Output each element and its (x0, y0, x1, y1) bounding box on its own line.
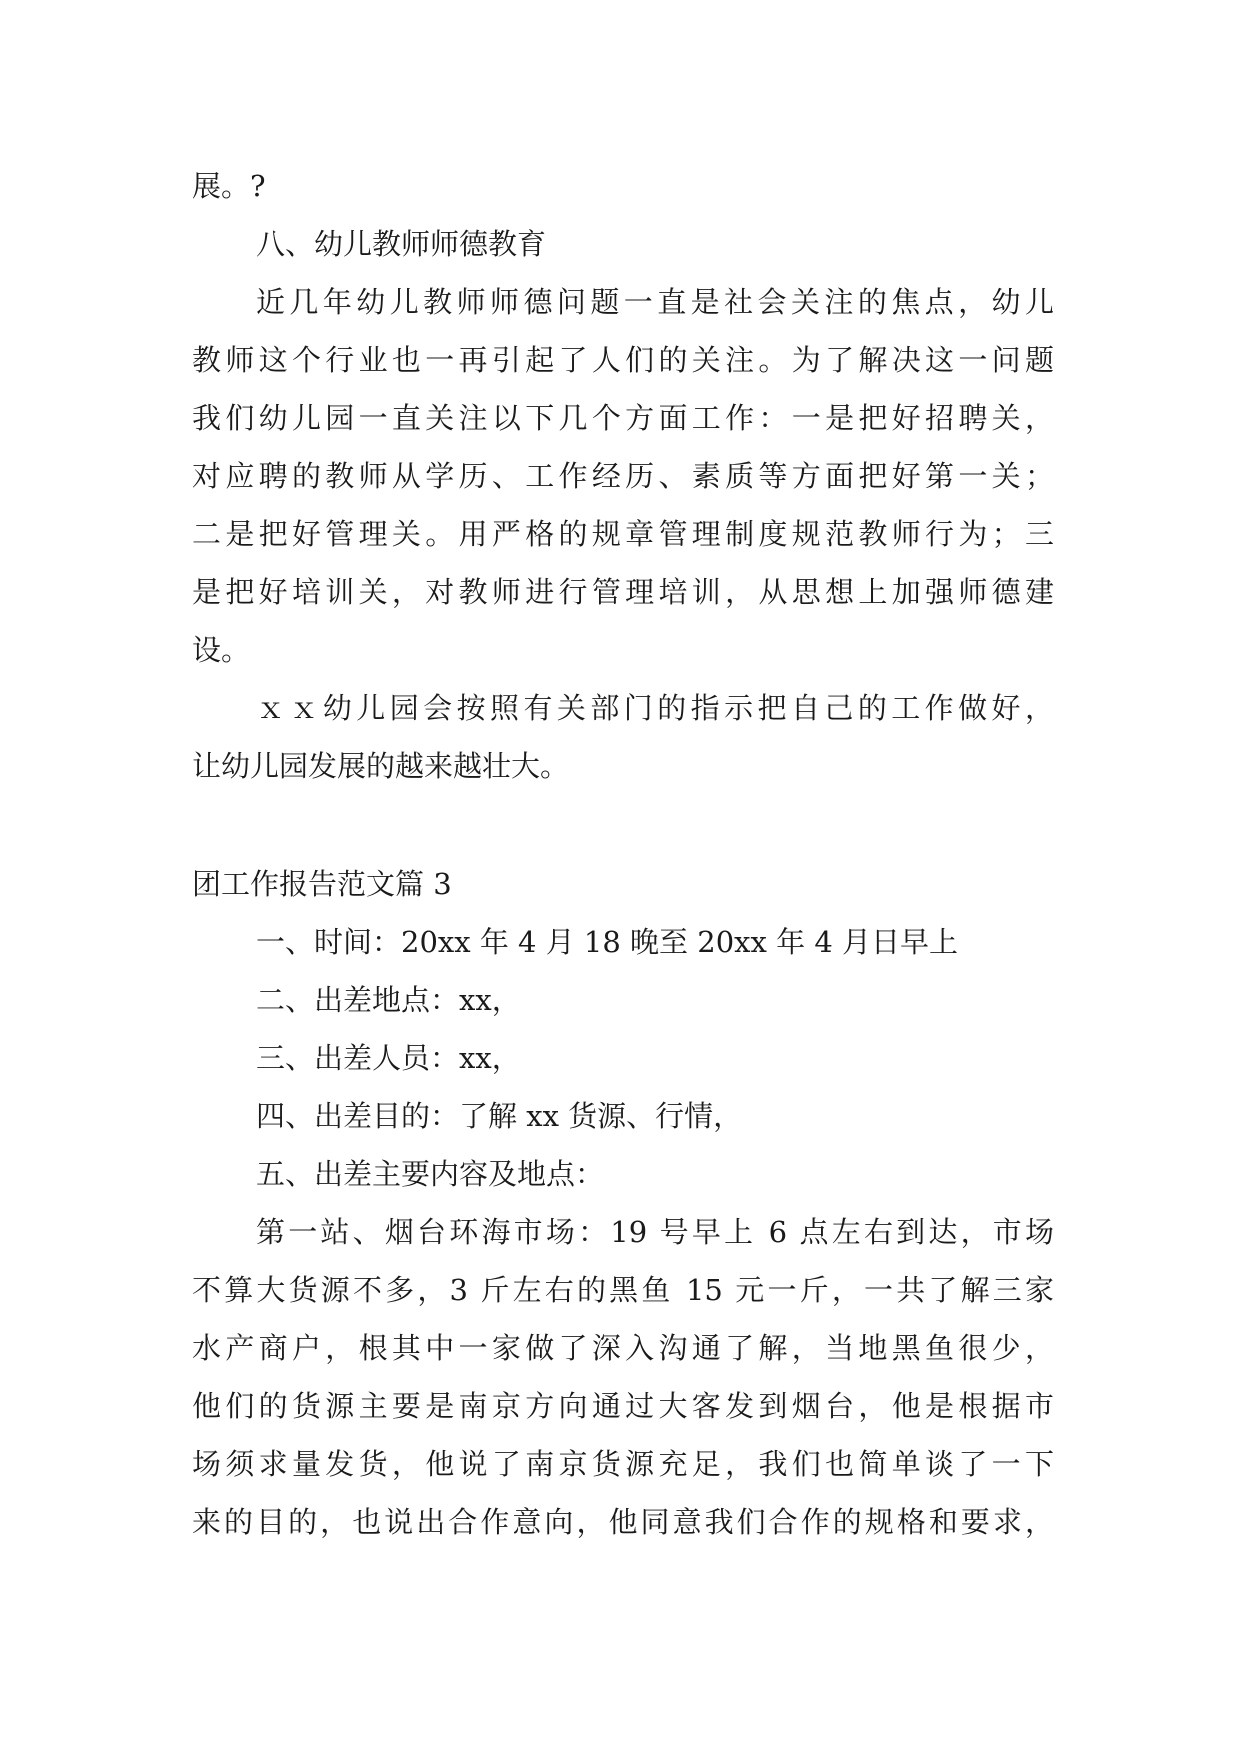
section-title: 团工作报告范文篇 3 (192, 867, 452, 901)
paragraph-line: 展。? (192, 169, 266, 203)
item-time: 一、时间：20xx 年 4 月 18 晚至 20xx 年 4 月日早上 (256, 925, 958, 959)
heading-teacher-ethics: 八、幼儿教师师德教育 (256, 227, 547, 261)
item-purpose: 四、出差目的：了解 xx 货源、行情， (256, 1099, 743, 1133)
paragraph-line: 二是把好管理关。用严格的规章管理制度规范教师行为；三 (192, 517, 1054, 551)
paragraph-line: 第一站、烟台环海市场：19 号早上 6 点左右到达，市场 (256, 1215, 1054, 1249)
paragraph-line: 设。 (192, 633, 251, 667)
paragraph-line: 教师这个行业也一再引起了人们的关注。为了解决这一问题 (192, 343, 1054, 377)
paragraph-line: 我们幼儿园一直关注以下几个方面工作：一是把好招聘关， (192, 401, 1054, 435)
paragraph-line: 近几年幼儿教师师德问题一直是社会关注的焦点，幼儿 (256, 285, 1054, 319)
section-kindergarten-report (192, 157, 1054, 795)
paragraph-line: 水产商户，根其中一家做了深入沟通了解，当地黑鱼很少， (192, 1331, 1054, 1365)
paragraph-line: 对应聘的教师从学历、工作经历、素质等方面把好第一关； (192, 459, 1054, 493)
paragraph-line: 来的目的，也说出合作意向，他同意我们合作的规格和要求， (192, 1505, 1054, 1539)
section-work-report-3 (192, 855, 1054, 1551)
paragraph-line: 他们的货源主要是南京方向通过大客发到烟台，他是根据市 (192, 1389, 1054, 1423)
paragraph-line: ｘｘ幼儿园会按照有关部门的指示把自己的工作做好， (256, 691, 1054, 725)
paragraph-line: 场须求量发货，他说了南京货源充足，我们也简单谈了一下 (192, 1447, 1054, 1481)
paragraph-line: 是把好培训关，对教师进行管理培训，从思想上加强师德建 (192, 575, 1054, 609)
item-personnel: 三、出差人员：xx， (256, 1041, 521, 1075)
item-content-heading: 五、出差主要内容及地点： (256, 1157, 605, 1191)
paragraph-line: 不算大货源不多，3 斤左右的黑鱼 15 元一斤，一共了解三家 (192, 1273, 1054, 1307)
paragraph-line: 让幼儿园发展的越来越壮大。 (192, 749, 570, 783)
item-location: 二、出差地点：xx， (256, 983, 521, 1017)
